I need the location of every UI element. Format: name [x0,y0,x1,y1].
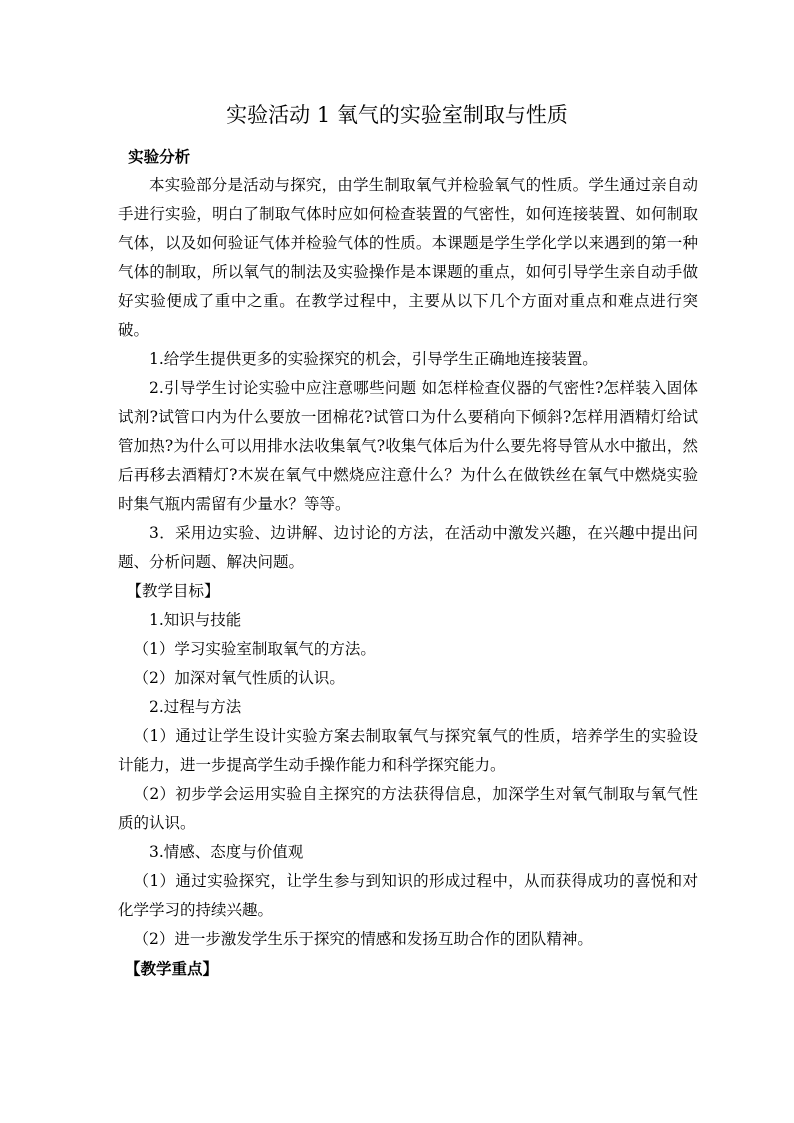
point-3: 3．采用边实验、边讲解、边讨论的方法，在活动中激发兴趣，在兴趣中提出问题、分析问题、解决问题。 [118,524,698,571]
document-title: 实验活动 1 氧气的实验室制取与性质 [226,103,568,127]
objective-2-item-2: （2）初步学会运用实验自主探究的方法获得信息，加深学生对氧气制取与氧气性质的认识。 [118,785,698,832]
objective-3-title: 3.情感、态度与价值观 [149,843,304,861]
objectives-heading: 【教学目标】 [126,582,220,600]
objective-1-item-2: （2）加深对氧气性质的认识。 [133,669,345,687]
document-body [118,142,698,983]
point-2: 2.引导学生讨论实验中应注意哪些问题 如怎样检查仪器的气密性?怎样装入固体试剂?试管口内为什么要放一团棉花?试管口为什么要稍向下倾斜?怎样用酒精灯给试管加热?为什么可以用排水法收集氧气?收集气体后为什么要先将导管从水中撤出，然后再移去酒精灯?木炭在氧气中燃烧应注意什么？为什么在做铁丝在氧气中燃烧实验时集气瓶内需留有少量水？等等。 [118,379,698,513]
section-heading: 实验分析 [128,147,191,166]
objective-1-item-1: （1）学习实验室制取氧气的方法。 [133,640,376,658]
objective-2-title: 2.过程与方法 [149,698,242,716]
point-1: 1.给学生提供更多的实验探究的机会，引导学生正确地连接装置。 [149,350,598,368]
intro-paragraph: 本实验部分是活动与探究，由学生制取氧气并检验氧气的性质。学生通过亲自动手进行实验，明白了制取气体时应如何检查装置的气密性，如何连接装置、如何制取气体，以及如何验证气体并检验气体的性质。本课题是学生学化学以来遇到的第一种气体的制取，所以氧气的制法及实验操作是本课题的重点，如何引导学生亲自动手做好实验便成了重中之重。在教学过程中，主要从以下几个方面对重点和难点进行突破。 [118,176,698,339]
objective-1-title: 1.知识与技能 [149,611,242,629]
keypoints-heading: 【教学重点】 [124,959,218,978]
objective-3-item-1: （1）通过实验探究，让学生参与到知识的形成过程中，从而获得成功的喜悦和对化学学习的持续兴趣。 [118,872,698,919]
objective-2-item-1: （1）通过让学生设计实验方案去制取氧气与探究氧气的性质，培养学生的实验设计能力，进一步提高学生动手操作能力和科学探究能力。 [118,727,698,774]
objective-3-item-2: （2）进一步激发学生乐于探究的情感和发扬互助合作的团队精神。 [133,930,593,948]
